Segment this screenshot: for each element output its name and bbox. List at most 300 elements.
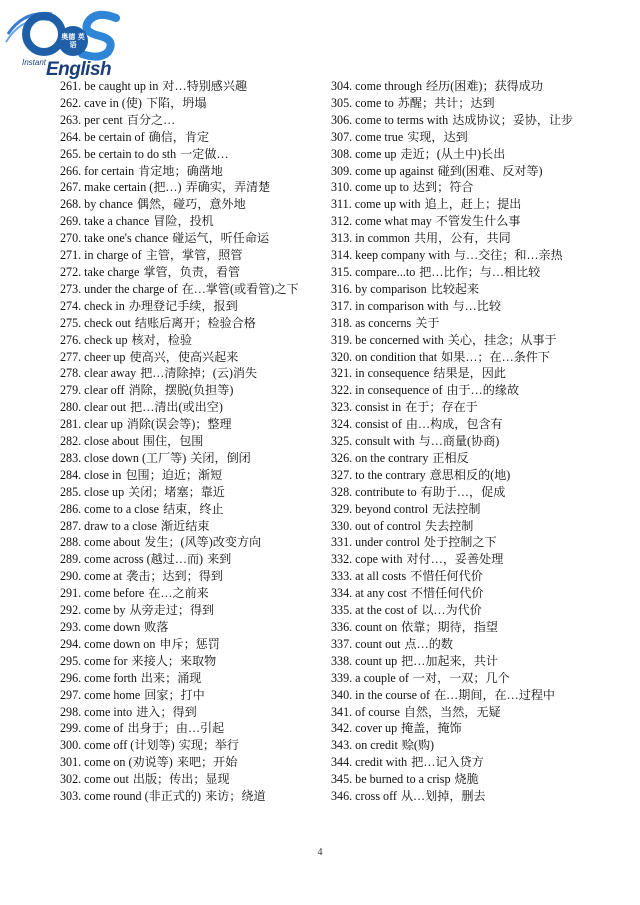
entry-number: 302. [60, 772, 82, 787]
entry-chinese: 有助于…，促成 [420, 484, 506, 499]
entry-number: 312. [331, 214, 353, 229]
entry-chinese: 关心，挂念；从事于 [447, 332, 557, 347]
entry-english: draw to a close [84, 518, 158, 533]
phrase-entry [331, 518, 589, 535]
entry-english: clear up [84, 417, 123, 432]
entry-english: at all costs [355, 569, 407, 584]
phrase-entry [60, 602, 316, 619]
entry-english: compare...to [355, 264, 416, 279]
entry-english: come what may [355, 214, 432, 229]
entry-chinese: 达到；符合 [412, 180, 474, 195]
entry-chinese: 与…交往；和…亲热 [453, 248, 563, 263]
entry-chinese: 碰运气，听任命运 [172, 231, 270, 246]
entry-number: 307. [331, 129, 353, 144]
phrase-entry [60, 551, 316, 568]
entry-chinese: 不惜任何代价 [410, 569, 483, 584]
entry-number: 305. [331, 95, 353, 110]
entry-english: check in [84, 298, 125, 313]
phrase-entry [331, 636, 589, 653]
entry-chinese: 苏醒；共计；达到 [397, 95, 495, 110]
entry-number: 269. [60, 214, 82, 229]
phrase-entry [60, 281, 316, 298]
entry-chinese: 关闭，倒闭 [190, 450, 251, 465]
entry-chinese: 把…比作；与…相比较 [419, 264, 541, 279]
entry-number: 322. [331, 383, 353, 398]
entry-english: close about [84, 434, 139, 449]
entry-english: consist of [355, 417, 402, 432]
phrase-entry [331, 737, 589, 754]
entry-number: 308. [331, 146, 353, 161]
entry-number: 316. [331, 281, 353, 296]
entry-english: be certain to do sth [84, 146, 177, 161]
entry-number: 290. [60, 569, 82, 584]
phrase-entry [60, 230, 316, 247]
entry-english: of course [355, 704, 400, 719]
logo-badge: 奥德 英语 [58, 26, 88, 56]
entry-chinese: 意思相反的(地) [429, 467, 511, 482]
entry-chinese: 关于 [415, 315, 440, 330]
entry-chinese: 把…清出(或出空) [130, 400, 223, 415]
entry-english: take a chance [84, 214, 150, 229]
entry-english: consist in [355, 400, 402, 415]
entry-chinese: 百分之… [126, 112, 176, 127]
entry-number: 272. [60, 264, 82, 279]
entry-number: 287. [60, 518, 82, 533]
entry-number: 341. [331, 704, 353, 719]
phrase-entry [60, 619, 316, 636]
entry-chinese: 经历(困难)；获得成功 [426, 79, 543, 93]
entry-number: 331. [331, 535, 353, 550]
entry-number: 280. [60, 400, 82, 415]
phrase-entry [331, 281, 589, 298]
entry-chinese: 出来；涌现 [140, 670, 202, 685]
entry-english: beyond control [355, 501, 429, 516]
entry-number: 286. [60, 501, 82, 516]
entry-number: 311. [331, 197, 352, 212]
entry-chinese: 在于；存在于 [405, 400, 478, 415]
entry-english: come into [84, 704, 133, 719]
entry-english: in consequence [355, 366, 430, 381]
entry-english: per cent [84, 112, 123, 127]
entry-chinese: 核对，检验 [131, 332, 192, 347]
entry-english: clear out [84, 400, 127, 415]
entry-chinese: 对付…，妥善处理 [406, 552, 504, 567]
entry-english: come true [355, 129, 404, 144]
entry-number: 320. [331, 349, 353, 364]
entry-english: a couple of [355, 670, 409, 685]
entry-number: 313. [331, 231, 353, 246]
entry-number: 270. [60, 231, 82, 246]
entry-number: 309. [331, 163, 353, 178]
entry-english: check out [84, 315, 131, 330]
entry-english: be caught up in [84, 79, 159, 93]
entry-chinese: 围住，包围 [142, 434, 204, 449]
entry-english: come round (非正式的) [84, 789, 202, 804]
entry-number: 342. [331, 721, 353, 736]
entry-english: to the contrary [355, 467, 426, 482]
entry-number: 300. [60, 738, 82, 753]
entry-chinese: 出版；传出；显现 [132, 772, 230, 787]
phrase-entry [331, 247, 589, 264]
phrase-entry [331, 467, 589, 484]
entry-english: come to [355, 95, 394, 110]
entry-number: 303. [60, 789, 82, 804]
entry-chinese: 袭击；达到；得到 [126, 569, 223, 584]
entry-number: 333. [331, 569, 353, 584]
entry-chinese: 对…特别感兴趣 [162, 79, 248, 93]
entry-chinese: 失去控制 [425, 518, 474, 533]
entry-chinese: 败落 [144, 620, 169, 634]
phrase-entry [331, 196, 589, 213]
phrase-entry [60, 754, 316, 771]
phrase-entry [331, 179, 589, 196]
entry-number: 345. [331, 772, 353, 787]
entry-chinese: 把…记入贷方 [411, 755, 484, 770]
entry-chinese: 主管，掌管，照管 [145, 248, 243, 263]
entry-chinese: 碰到(困难、反对等) [437, 163, 543, 178]
entry-english: credit with [355, 755, 408, 770]
phrase-entry [60, 416, 316, 433]
entry-english: be concerned with [355, 332, 444, 347]
phrase-entry [60, 196, 316, 213]
entry-number: 279. [60, 383, 82, 398]
phrase-entry [331, 450, 589, 467]
entry-chinese: 与…商量(协商) [418, 434, 500, 449]
entry-chinese: 自然，当然，无疑 [403, 704, 501, 719]
entry-english: cope with [355, 552, 403, 567]
phrase-entry [331, 146, 589, 163]
phrase-entry [331, 365, 589, 382]
entry-english: come down on [84, 636, 156, 651]
entry-chinese: 在…之前来 [148, 586, 209, 601]
phrase-entry [331, 602, 589, 619]
logo-instant-text: Instant [22, 58, 47, 67]
entry-number: 288. [60, 535, 82, 550]
entry-chinese: 办理登记手续，报到 [128, 298, 238, 313]
phrase-entry [60, 534, 316, 551]
entry-english: under the charge of [84, 281, 178, 296]
phrase-entry [331, 112, 589, 129]
entry-chinese: 关闭；堵塞；靠近 [128, 484, 225, 499]
entry-number: 334. [331, 586, 353, 601]
phrase-entry [60, 433, 316, 450]
entry-chinese: 实现；举行 [178, 738, 240, 753]
entry-chinese: 下陷，坍塌 [145, 95, 207, 110]
entry-english: at the cost of [355, 603, 418, 618]
entry-english: keep company with [355, 248, 450, 263]
phrase-entry [331, 551, 589, 568]
entry-number: 295. [60, 653, 82, 668]
phrase-entry [60, 365, 316, 382]
entry-english: by comparison [355, 281, 427, 296]
phrase-entry [60, 247, 316, 264]
entry-number: 326. [331, 450, 353, 465]
phrase-entry [60, 687, 316, 704]
phrase-entry [60, 737, 316, 754]
phrase-entry [331, 720, 589, 737]
entry-chinese: 弄确实，弄清楚 [185, 180, 271, 195]
entry-english: count on [355, 620, 398, 634]
entry-chinese: 在…掌管(或看管)之下 [181, 281, 299, 296]
entry-number: 262. [60, 95, 82, 110]
entry-english: come forth [84, 670, 137, 685]
entry-english: in common [355, 231, 410, 246]
phrase-entry [60, 518, 316, 535]
entry-number: 323. [331, 400, 353, 415]
phrase-entry [331, 788, 589, 805]
entry-number: 284. [60, 467, 82, 482]
entry-english: as concerns [355, 315, 412, 330]
entry-english: close down (工厂等) [84, 450, 187, 465]
entry-english: for certain [84, 163, 135, 178]
phrase-entry [331, 382, 589, 399]
entry-number: 324. [331, 417, 353, 432]
entry-number: 285. [60, 484, 82, 499]
phrase-entry [60, 112, 316, 129]
phrase-entry [60, 585, 316, 602]
entry-chinese: 结账后离开；检验合格 [134, 315, 256, 330]
entry-english: come up [355, 146, 397, 161]
phrase-entry [331, 653, 589, 670]
entry-english: come through [355, 79, 423, 93]
entry-number: 282. [60, 434, 82, 449]
entry-number: 291. [60, 586, 82, 601]
entry-english: cave in (使) [84, 95, 142, 110]
entry-number: 332. [331, 552, 353, 567]
phrase-entry [331, 332, 589, 349]
phrase-entry [60, 179, 316, 196]
entry-english: check up [84, 332, 128, 347]
entry-number: 274. [60, 298, 82, 313]
phrase-entry [331, 78, 589, 95]
phrase-entry [331, 670, 589, 687]
phrase-entry [331, 484, 589, 501]
entry-english: come home [84, 687, 141, 702]
entry-chinese: 共用，公有，共同 [413, 231, 511, 246]
entry-chinese: 追上，赶上；提出 [424, 197, 522, 212]
phrase-entry [331, 230, 589, 247]
entry-number: 293. [60, 620, 82, 634]
entry-chinese: 如果…；在…条件下 [441, 349, 550, 364]
phrase-entry [60, 704, 316, 721]
entry-number: 261. [60, 79, 82, 93]
entry-english: come up to [355, 180, 409, 195]
entry-english: by chance [84, 197, 133, 212]
entry-chinese: 从…划掉，删去 [400, 789, 486, 804]
entry-chinese: 肯定地；确凿地 [138, 163, 223, 178]
entry-number: 275. [60, 315, 82, 330]
phrase-entry [60, 315, 316, 332]
entry-number: 289. [60, 552, 82, 567]
entry-english: cross off [355, 789, 397, 804]
entry-number: 276. [60, 332, 82, 347]
entry-chinese: 掩盖，掩饰 [401, 721, 462, 736]
entry-chinese: 出身于；由…引起 [127, 721, 225, 736]
entry-chinese: 来吧；开始 [176, 755, 238, 770]
entry-chinese: 进入；得到 [136, 704, 197, 719]
entry-number: 336. [331, 620, 353, 634]
entry-english: clear away [84, 366, 137, 381]
entry-english: under control [355, 535, 420, 550]
entry-chinese: 把…清除掉；(云)消失 [140, 366, 258, 381]
phrase-entry [60, 568, 316, 585]
phrase-entry [331, 349, 589, 366]
entry-english: come of [84, 721, 124, 736]
entry-number: 338. [331, 653, 353, 668]
phrase-entry [331, 619, 589, 636]
entry-chinese: 掌管，负责，看管 [143, 264, 241, 279]
phrase-entry [331, 416, 589, 433]
entry-number: 325. [331, 434, 353, 449]
phrase-entry [60, 399, 316, 416]
entry-number: 265. [60, 146, 82, 161]
entry-chinese: 偶然，碰巧，意外地 [136, 197, 246, 212]
entry-number: 344. [331, 755, 353, 770]
phrase-entry [60, 501, 316, 518]
entry-english: come across (越过…而) [84, 552, 204, 567]
entry-chinese: 来访；绕道 [205, 789, 266, 804]
entry-english: count up [355, 653, 398, 668]
entry-chinese: 正相反 [432, 450, 469, 465]
entry-chinese: 点…的数 [404, 636, 453, 651]
phrase-entry [60, 129, 316, 146]
entry-number: 267. [60, 180, 82, 195]
phrase-entry [331, 264, 589, 281]
phrase-entry [331, 534, 589, 551]
entry-english: come up against [355, 163, 434, 178]
entry-english: take one's chance [84, 231, 169, 246]
entry-english: be burned to a crisp [355, 772, 451, 787]
phrase-entry [60, 349, 316, 366]
phrase-entry [331, 754, 589, 771]
entry-number: 340. [331, 687, 353, 702]
phrase-entry [60, 670, 316, 687]
entry-english: come at [84, 569, 123, 584]
entry-english: at any cost [355, 586, 407, 601]
entry-english: on condition that [355, 349, 438, 364]
entry-number: 339. [331, 670, 353, 685]
entry-number: 319. [331, 332, 353, 347]
entry-chinese: 处于控制之下 [424, 535, 497, 550]
entry-number: 266. [60, 163, 82, 178]
entry-english: on the contrary [355, 450, 429, 465]
entry-number: 314. [331, 248, 353, 263]
entry-number: 337. [331, 636, 353, 651]
phrase-entry [60, 653, 316, 670]
entry-number: 318. [331, 315, 353, 330]
entry-chinese: 由…构成，包含有 [405, 417, 503, 432]
entry-english: close in [84, 467, 122, 482]
entry-english: in charge of [84, 248, 142, 263]
entry-number: 335. [331, 603, 353, 618]
entry-number: 263. [60, 112, 82, 127]
entry-english: come to terms with [355, 112, 449, 127]
page-number: 4 [317, 847, 323, 858]
phrase-entry [331, 568, 589, 585]
left-column [60, 78, 316, 805]
entry-english: come off (计划等) [84, 738, 175, 753]
entry-chinese: 来到 [207, 552, 232, 567]
entry-number: 329. [331, 501, 353, 516]
entry-number: 297. [60, 687, 82, 702]
right-column [331, 78, 589, 805]
entry-chinese: 申斥；惩罚 [159, 636, 220, 651]
phrase-entry [60, 771, 316, 788]
entry-english: come up with [354, 197, 421, 212]
entry-chinese: 渐近结束 [161, 518, 210, 533]
entry-english: cover up [355, 721, 398, 736]
phrase-entry [60, 95, 316, 112]
entry-chinese: 一定做… [180, 146, 229, 161]
entry-chinese: 使高兴，使高兴起来 [129, 349, 239, 364]
entry-chinese: 依靠；期待，指望 [401, 620, 498, 634]
entry-number: 264. [60, 129, 82, 144]
entry-chinese: 消除(误会等)；整理 [126, 417, 232, 432]
entry-english: make certain (把…) [84, 180, 182, 195]
entry-chinese: 消除，摆脱(负担等) [128, 383, 234, 398]
entry-english: contribute to [355, 484, 417, 499]
entry-number: 273. [60, 281, 82, 296]
entry-english: come for [84, 653, 128, 668]
phrase-entry [60, 450, 316, 467]
entry-english: cheer up [84, 349, 126, 364]
entry-number: 327. [331, 467, 353, 482]
entry-number: 299. [60, 721, 82, 736]
entry-english: come by [84, 603, 126, 618]
entry-chinese: 以…为代价 [421, 603, 482, 618]
entry-number: 292. [60, 603, 82, 618]
entry-number: 278. [60, 366, 82, 381]
phrase-entry [60, 720, 316, 737]
entry-chinese: 包围；迫近；渐短 [125, 467, 223, 482]
phrase-entry [331, 315, 589, 332]
entry-chinese: 与…比较 [452, 298, 501, 313]
entry-chinese: 不管发生什么事 [435, 214, 521, 229]
phrase-entry [60, 788, 316, 805]
entry-number: 277. [60, 349, 82, 364]
entry-number: 268. [60, 197, 82, 212]
entry-number: 281. [60, 417, 82, 432]
entry-number: 298. [60, 704, 82, 719]
entry-number: 317. [331, 298, 353, 313]
phrase-entry [331, 433, 589, 450]
phrase-entry [331, 704, 589, 721]
entry-number: 328. [331, 484, 353, 499]
entry-number: 296. [60, 670, 82, 685]
entry-number: 301. [60, 755, 82, 770]
entry-number: 283. [60, 450, 82, 465]
entry-english: out of control [355, 518, 422, 533]
entry-chinese: 烧脆 [454, 772, 479, 787]
entry-chinese: 在…期间，在…过程中 [434, 687, 556, 702]
entry-english: in the course of [355, 687, 431, 702]
entry-chinese: 回家；打中 [144, 687, 205, 702]
logo-english-text: English [46, 59, 112, 80]
phrase-entry [60, 163, 316, 180]
phrase-entry [60, 332, 316, 349]
phrase-entry [60, 467, 316, 484]
phrase-entry [60, 213, 316, 230]
phrase-entry [331, 163, 589, 180]
entry-chinese: 来接人；来取物 [131, 653, 217, 668]
phrase-entry [331, 501, 589, 518]
instant-english-logo [4, 4, 134, 80]
entry-chinese: 无法控制 [432, 501, 481, 516]
entry-number: 321. [331, 366, 353, 381]
entry-chinese: 由于…的缘故 [446, 383, 520, 398]
phrase-entry [60, 78, 316, 95]
entry-number: 304. [331, 79, 353, 93]
